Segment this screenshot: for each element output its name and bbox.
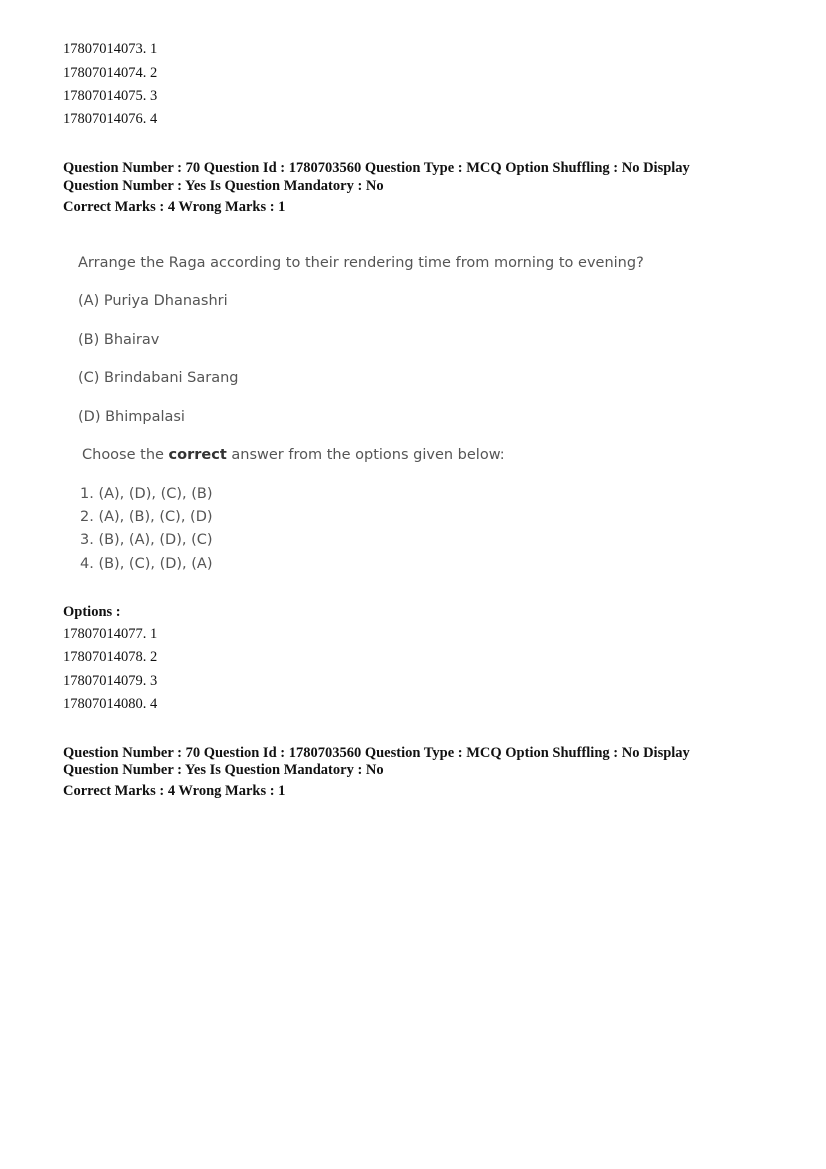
- instruction-emphasis: correct: [168, 447, 227, 463]
- question-header-line-1: Question Number : 70 Question Id : 1780703560 Question Type : MCQ Option Shuffling : No Display: [63, 160, 690, 176]
- option-3: 17807014079. 3: [63, 673, 158, 689]
- next-question-marks: Correct Marks : 4 Wrong Marks : 1: [63, 783, 286, 799]
- prev-option-2: 17807014074. 2: [63, 65, 158, 81]
- question-instruction: Choose the correct answer from the options given below:: [82, 447, 505, 463]
- prev-option-4: 17807014076. 4: [63, 111, 158, 127]
- answer-choice-1: 1. (A), (D), (C), (B): [80, 486, 213, 502]
- question-header-line-2: Question Number : Yes Is Question Mandatory : No: [63, 178, 384, 194]
- prev-option-3: 17807014075. 3: [63, 88, 158, 104]
- next-question-header-line-2: Question Number : Yes Is Question Mandatory : No: [63, 762, 384, 778]
- question-item-c: (C) Brindabani Sarang: [78, 370, 239, 386]
- question-item-b: (B) Bhairav: [78, 332, 160, 348]
- option-1: 17807014077. 1: [63, 626, 158, 642]
- question-marks: Correct Marks : 4 Wrong Marks : 1: [63, 199, 286, 215]
- question-item-a: (A) Puriya Dhanashri: [78, 293, 228, 309]
- question-prompt: Arrange the Raga according to their rendering time from morning to evening?: [78, 255, 644, 271]
- option-4: 17807014080. 4: [63, 696, 158, 712]
- answer-choice-3: 3. (B), (A), (D), (C): [80, 532, 213, 548]
- prev-option-1: 17807014073. 1: [63, 41, 158, 57]
- answer-choice-2: 2. (A), (B), (C), (D): [80, 509, 213, 525]
- option-2: 17807014078. 2: [63, 649, 158, 665]
- options-label: Options :: [63, 604, 121, 620]
- question-item-d: (D) Bhimpalasi: [78, 409, 185, 425]
- next-question-header-line-1: Question Number : 70 Question Id : 1780703560 Question Type : MCQ Option Shuffling : No Display: [63, 745, 690, 761]
- answer-choice-4: 4. (B), (C), (D), (A): [80, 556, 213, 572]
